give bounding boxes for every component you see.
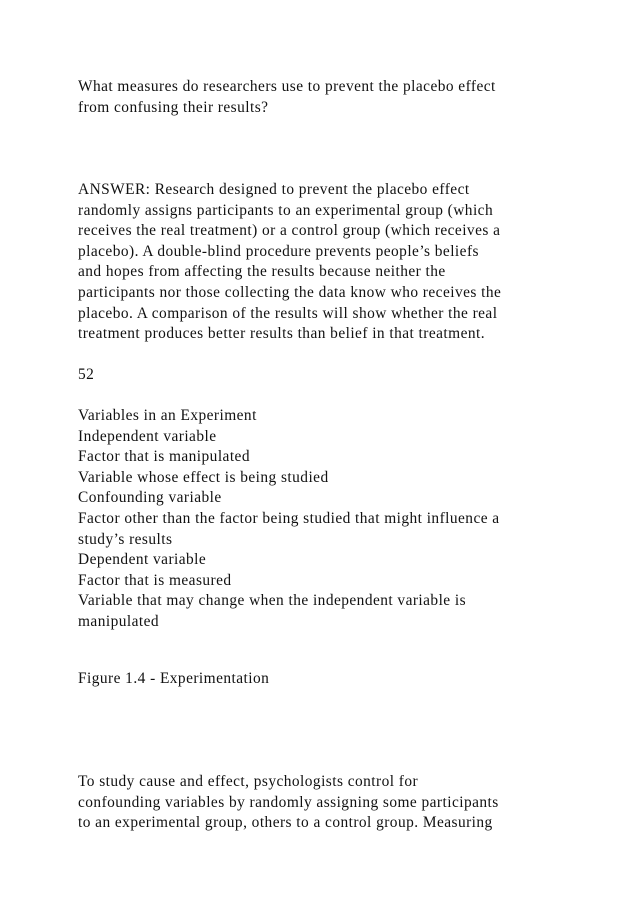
variables-heading: Variables in an Experiment	[78, 407, 257, 424]
answer-line: receives the real treatment) or a control group (which receives a	[78, 222, 501, 240]
answer-line: participants nor those collecting the data know who receives the	[78, 283, 502, 301]
variable-definition: Factor that is measured	[78, 571, 232, 589]
answer-line: and hopes from affecting the results because neither the	[78, 263, 446, 281]
question-paragraph	[78, 77, 578, 118]
variable-definition: study’s results	[78, 530, 173, 548]
answer-line: ANSWER: Research designed to prevent the placebo effect	[78, 181, 470, 198]
closing-line: To study cause and effect, psychologists control for	[78, 773, 419, 790]
variable-term: Independent variable	[78, 427, 217, 445]
answer-paragraph	[78, 180, 578, 345]
variable-definition: Variable that may change when the independent variable is	[78, 592, 467, 610]
slide-number	[78, 365, 578, 386]
variable-term: Dependent variable	[78, 551, 207, 569]
variable-definition: Factor other than the factor being studied that might influence a	[78, 509, 500, 527]
figure-caption	[78, 669, 578, 690]
question-line: What measures do researchers use to prevent the placebo effect	[78, 78, 496, 95]
answer-line: randomly assigns participants to an experimental group (which	[78, 201, 494, 219]
answer-line: treatment produces better results than belief in that treatment.	[78, 325, 486, 343]
variables-list	[78, 406, 578, 633]
closing-paragraph	[78, 772, 578, 834]
variable-term: Confounding variable	[78, 489, 222, 507]
variable-definition: Factor that is manipulated	[78, 448, 250, 466]
closing-line: confounding variables by randomly assigning some participants	[78, 793, 499, 811]
slide-number-text: 52	[78, 366, 95, 383]
answer-line: placebo). A double-blind procedure prevents people’s beliefs	[78, 242, 479, 260]
answer-line: placebo. A comparison of the results will show whether the real	[78, 304, 498, 322]
closing-line: to an experimental group, others to a control group. Measuring	[78, 814, 493, 832]
variable-definition: manipulated	[78, 612, 160, 630]
variable-definition: Variable whose effect is being studied	[78, 468, 329, 486]
figure-caption-text: Figure 1.4 - Experimentation	[78, 670, 270, 687]
question-line: from confusing their results?	[78, 98, 269, 116]
